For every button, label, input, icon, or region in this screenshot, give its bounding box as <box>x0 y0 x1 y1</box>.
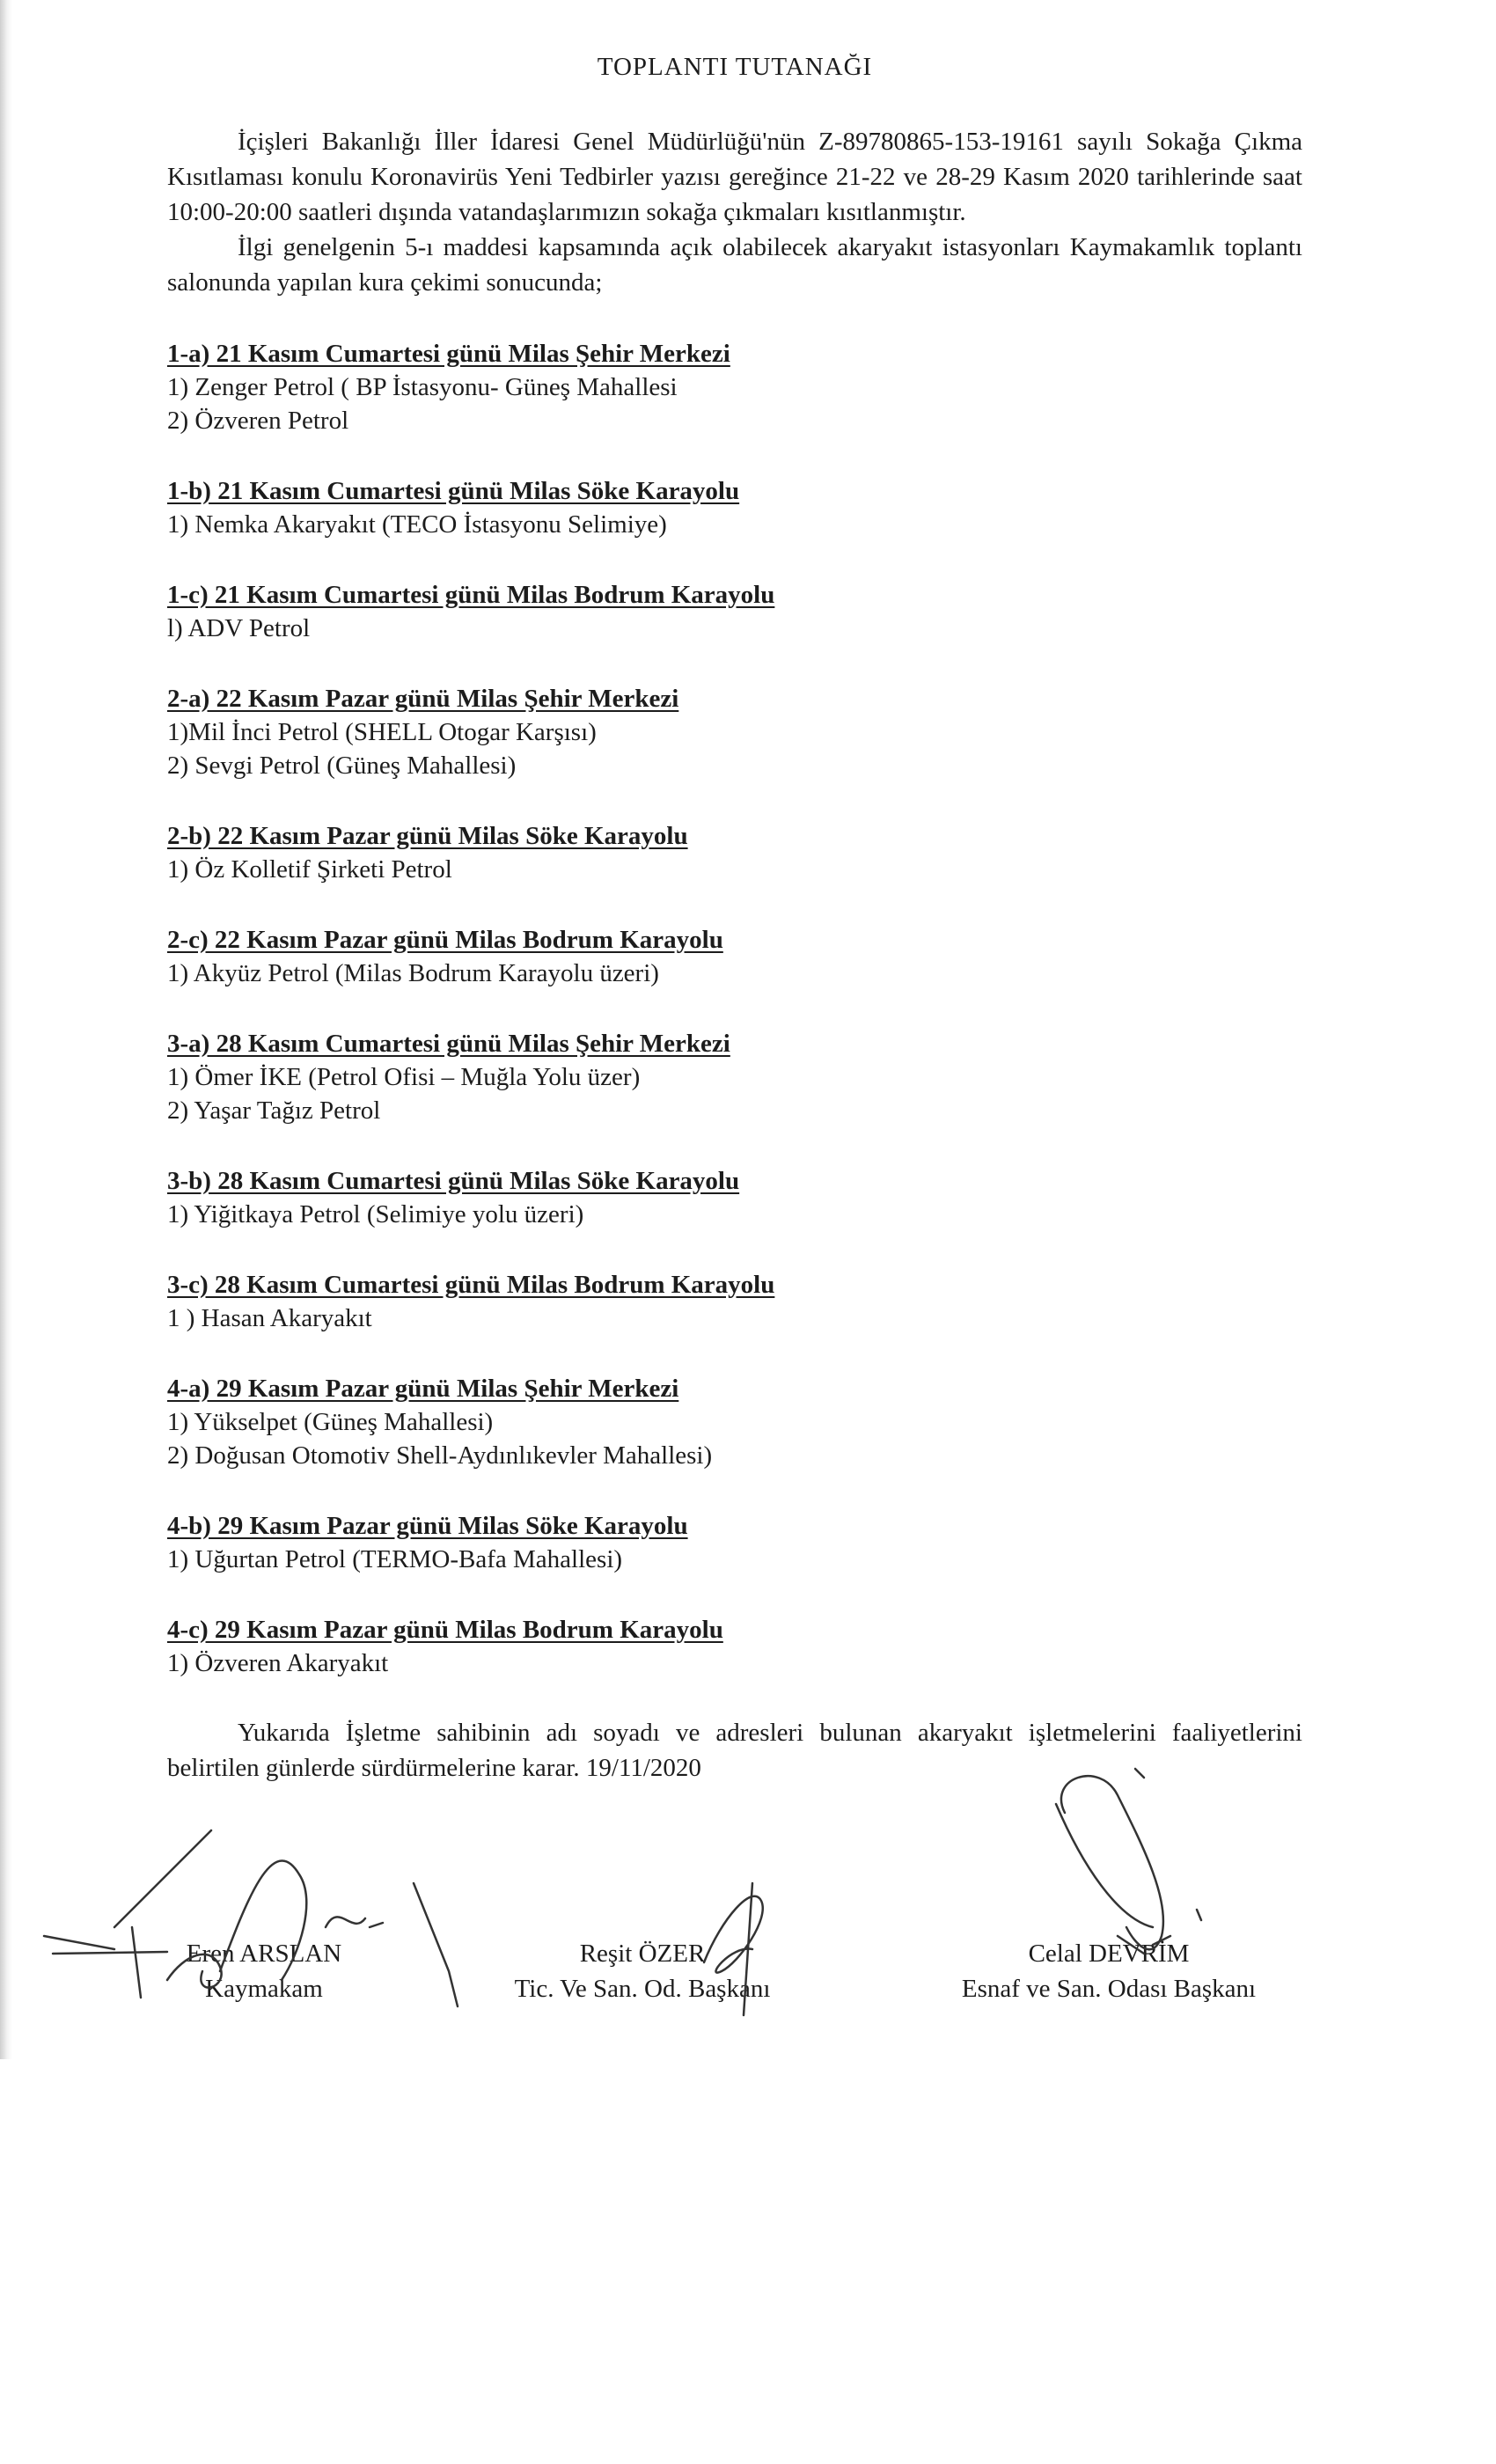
signatory-1 <box>158 1936 370 2006</box>
section-heading: 4-c) 29 Kasım Pazar günü Milas Bodrum Karayolu <box>167 1616 723 1644</box>
schedule-section <box>167 682 1302 782</box>
schedule-section <box>167 337 1302 437</box>
section-heading: 4-b) 29 Kasım Pazar günü Milas Söke Karayolu <box>167 1512 688 1540</box>
station-item: 1) Yükselpet (Güneş Mahallesi) <box>167 1408 494 1436</box>
schedule-section <box>167 923 1302 990</box>
station-item: 2) Doğusan Otomotiv Shell-Aydınlıkevler Mahallesi) <box>167 1441 713 1470</box>
station-item: 1)Mil İnci Petrol (SHELL Otogar Karşısı) <box>167 718 597 746</box>
section-heading: 2-c) 22 Kasım Pazar günü Milas Bodrum Karayolu <box>167 926 723 954</box>
station-item: 2) Özveren Petrol <box>167 407 349 435</box>
schedule-section <box>167 578 1302 645</box>
closing-paragraph: Yukarıda İşletme sahibinin adı soyadı ve adresleri bulunan akaryakıt işletmelerini faaliyetlerini belirtilen günlerde sürdürmelerine karar. 19/11/2020 <box>167 1719 1302 1782</box>
station-item: 1) Yiğitkaya Petrol (Selimiye yolu üzeri) <box>167 1200 584 1228</box>
station-item: 1) Özveren Akaryakıt <box>167 1649 389 1677</box>
section-heading: 4-a) 29 Kasım Pazar günü Milas Şehir Merkezi <box>167 1375 679 1403</box>
schedule-section <box>167 1509 1302 1576</box>
schedule-section <box>167 474 1302 541</box>
schedule-section <box>167 1164 1302 1231</box>
document-page <box>167 53 1302 1786</box>
signatory-1-name: Eren ARSLAN <box>186 1940 342 1968</box>
station-item: 1) Akyüz Petrol (Milas Bodrum Karayolu üzeri) <box>167 959 659 987</box>
station-item: l) ADV Petrol <box>167 614 311 642</box>
signatory-2-name: Reşit ÖZER <box>579 1940 706 1968</box>
station-item: 1) Zenger Petrol ( BP İstasyonu- Güneş Mahallesi <box>167 373 678 401</box>
signature-block <box>0 1936 1496 2042</box>
station-item: 1) Nemka Akaryakıt (TECO İstasyonu Selimiye) <box>167 510 667 539</box>
signatory-2 <box>475 1936 810 2006</box>
schedule-section <box>167 1613 1302 1680</box>
signatory-2-title: Tic. Ve San. Od. Başkanı <box>514 1975 771 2003</box>
signatory-1-title: Kaymakam <box>205 1975 323 2003</box>
section-heading: 2-a) 22 Kasım Pazar günü Milas Şehir Merkezi <box>167 685 679 713</box>
station-item: 2) Yaşar Tağız Petrol <box>167 1096 381 1125</box>
intro-paragraph-2: İlgi genelgenin 5-ı maddesi kapsamında açık olabilecek akaryakıt istasyonları Kaymakamlık toplantı salonunda yapılan kura çekimi sonucunda; <box>167 233 1302 297</box>
schedule-section <box>167 1372 1302 1472</box>
station-item: 1) Uğurtan Petrol (TERMO-Bafa Mahallesi) <box>167 1545 623 1573</box>
section-heading: 1-b) 21 Kasım Cumartesi günü Milas Söke Karayolu <box>167 477 740 505</box>
section-heading: 3-a) 28 Kasım Cumartesi günü Milas Şehir Merkezi <box>167 1030 730 1058</box>
section-heading: 1-c) 21 Kasım Cumartesi günü Milas Bodrum Karayolu <box>167 581 775 609</box>
station-item: 1) Öz Kolletif Şirketi Petrol <box>167 855 452 884</box>
station-item: 1) Ömer İKE (Petrol Ofisi – Muğla Yolu üzer) <box>167 1063 641 1091</box>
scan-edge-shadow <box>0 0 12 2059</box>
signatory-3 <box>924 1936 1294 2006</box>
station-sections <box>167 337 1302 1680</box>
section-heading: 3-b) 28 Kasım Cumartesi günü Milas Söke Karayolu <box>167 1167 740 1195</box>
section-heading: 2-b) 22 Kasım Pazar günü Milas Söke Karayolu <box>167 822 688 850</box>
signatory-3-name: Celal DEVRİM <box>1028 1940 1190 1968</box>
schedule-section <box>167 819 1302 886</box>
schedule-section <box>167 1268 1302 1335</box>
section-heading: 1-a) 21 Kasım Cumartesi günü Milas Şehir Merkezi <box>167 340 730 368</box>
intro-paragraph-1: İçişleri Bakanlığı İller İdaresi Genel Müdürlüğü'nün Z-89780865-153-19161 sayılı Sokağa Çıkma Kısıtlaması konulu Koronavirüs Yeni Tedbirler yazısı gereğince 21-22 ve 28-29 Kasım 2020 tarihlerinde saat 10:00-20:00 saatleri dışında vatandaşlarımızın sokağa çıkmaları kısıtlanmıştır. <box>167 128 1302 226</box>
document-title: TOPLANTI TUTANAĞI <box>597 53 873 81</box>
section-heading: 3-c) 28 Kasım Cumartesi günü Milas Bodrum Karayolu <box>167 1271 775 1299</box>
station-item: 2) Sevgi Petrol (Güneş Mahallesi) <box>167 752 517 780</box>
schedule-section <box>167 1027 1302 1127</box>
signatory-3-title: Esnaf ve San. Odası Başkanı <box>961 1975 1257 2003</box>
station-item: 1 ) Hasan Akaryakıt <box>167 1304 372 1332</box>
